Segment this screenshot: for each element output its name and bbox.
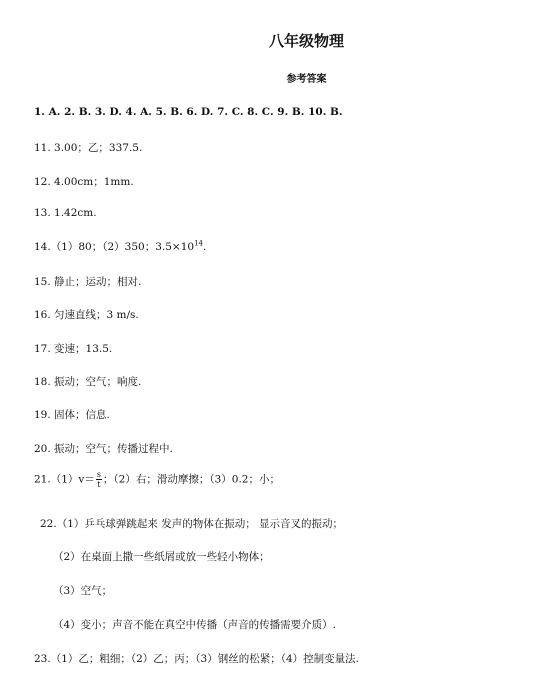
answer-12: 12. 4.00cm；1mm. [34, 176, 134, 188]
answer-1-10: 1. A. 2. B. 3. D. 4. A. 5. B. 6. D. 7. C. 8. C. 9. B. 10. B. [34, 106, 343, 118]
answer-11: 11. 3.00；乙；337.5. [34, 142, 143, 154]
answer-14-text: 14.（1）80；（2）350；3.5×10 [34, 241, 195, 253]
answer-22-part-1: 22.（1）乒乓球弹跳起来 发声的物体在振动； 显示音叉的振动； [40, 518, 344, 530]
answer-21 [34, 470, 280, 489]
answer-14 [34, 239, 206, 254]
answer-21-rest: ；（2）右；滑动摩擦；（3）0.2；小； [102, 473, 280, 486]
document-subtitle: 参考答案 [286, 74, 327, 85]
answer-22-part-2: （2）在桌面上撒一些纸屑或放一些轻小物体； [53, 551, 270, 563]
answer-21-text: 21.（1）v＝ [34, 473, 95, 486]
answer-23: 23.（1）乙；粗细；（2）乙；丙；（3）钢丝的松紧；（4）控制变量法. [34, 653, 360, 665]
document-title: 八年级物理 [268, 32, 344, 50]
formula-fraction [96, 470, 102, 489]
answer-19: 19. 固体；信息. [34, 409, 110, 421]
answer-20: 20. 振动；空气；传播过程中. [34, 443, 173, 455]
fraction-denominator: t [97, 480, 101, 489]
answer-16: 16. 匀速直线；3 m/s. [34, 309, 139, 321]
answer-15: 15. 静止；运动；相对. [34, 276, 142, 288]
answer-22-part-4: （4）变小；声音不能在真空中传播（声音的传播需要介质）. [53, 619, 337, 631]
answer-17: 17. 变速；13.5. [34, 343, 113, 355]
fraction-numerator: s [96, 470, 101, 479]
answer-14-exponent: 14 [194, 239, 203, 248]
answer-13: 13. 1.42cm. [34, 207, 97, 219]
answer-14-end: . [203, 241, 207, 253]
answer-22-part-3: （3）空气； [53, 585, 113, 597]
answer-18: 18. 振动；空气；响度. [34, 376, 142, 388]
